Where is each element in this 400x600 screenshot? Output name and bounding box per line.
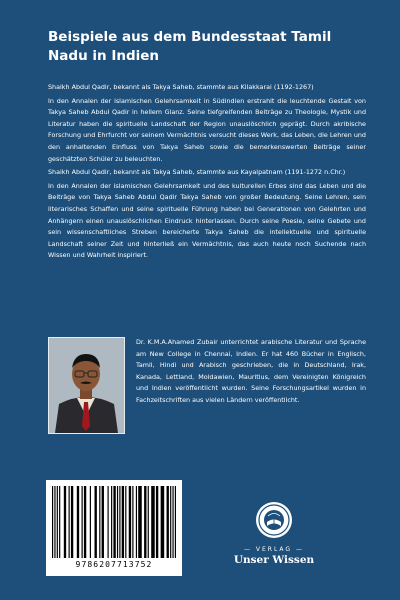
barcode-bar: [136, 486, 137, 558]
verlag-text: VERLAG: [255, 546, 293, 553]
globe-book-seal-icon: [254, 500, 294, 540]
barcode-bar: [102, 486, 104, 558]
barcode-bar: [167, 486, 169, 558]
barcode-bar: [175, 486, 176, 558]
barcode-bar: [84, 486, 86, 558]
paragraph-subject-2: Shaikh Abdul Qadir, bekannt als Takya Saheb, stammte aus Kayalpatnam (1191-1272 n.Chr.): [48, 168, 346, 177]
barcode-bar: [99, 486, 100, 558]
barcode-bar: [144, 486, 146, 558]
verlag-dash-left: —: [243, 546, 256, 553]
isbn-number: 9786207713752: [75, 560, 153, 569]
barcode-bar: [148, 486, 149, 558]
book-title: Beispiele aus dem Bundesstaat Tamil Nadu in Indien: [48, 29, 332, 64]
barcode-bar: [117, 486, 118, 558]
back-cover-description: [48, 82, 366, 264]
paragraph-subject-1: Shaikh Abdul Qadir, bekannt als Takya Saheb, stammte aus Kilakkarai (1192-1267): [48, 83, 314, 91]
barcode-bar: [138, 486, 142, 558]
barcode-bar: [54, 486, 55, 558]
barcode-bar: [59, 486, 60, 558]
barcode-bar: [172, 486, 173, 558]
barcode-bar: [151, 486, 155, 558]
barcode-bar: [108, 486, 109, 558]
barcode-bar: [52, 486, 53, 558]
barcode-bar: [90, 486, 91, 558]
barcode-bar: [132, 486, 133, 558]
barcode-bar: [125, 486, 126, 558]
barcode-bar: [57, 486, 58, 558]
author-portrait: [49, 338, 124, 433]
paragraph-body-1: In den Annalen der islamischen Gelehrsamkeit in Südindien erstrahlt die leuchtende Gestalt von Takya Saheb Abdul Qadir in hellem Glanz. Seine tiefgreifenden Beiträge zu Theologie, Mystik und Literatur haben die spirituelle Landschaft der Region unauslöschlich geprägt. Durch akribische Forschung und Ehrfurcht vor seinem Vermächtnis versucht dieses Werk, das Leben, die Lehren und den anhaltenden Einfluss von Takya Saheb sowie die bemerkenswerten Beiträge seiner geschätzten Schüler zu beleuchten.: [48, 96, 366, 163]
barcode-bar: [69, 486, 70, 558]
barcode-bar: [111, 486, 112, 558]
barcode-bar: [156, 486, 158, 558]
barcode-bar: [129, 486, 131, 558]
barcode-bars: [52, 486, 176, 558]
isbn-barcode: [46, 480, 182, 576]
barcode-bar: [95, 486, 97, 558]
publisher-block: [226, 500, 322, 566]
barcode-bar: [161, 486, 165, 558]
verlag-dash-right: —: [292, 546, 305, 553]
barcode-bar: [77, 486, 79, 558]
barcode-bar: [170, 486, 171, 558]
barcode-bar: [64, 486, 66, 558]
barcode-bar: [113, 486, 115, 558]
barcode-bar: [122, 486, 124, 558]
barcode-bar: [119, 486, 120, 558]
barcode-bar: [82, 486, 83, 558]
publisher-name: Unser Wissen: [233, 554, 315, 566]
publisher-verlag-label: [226, 546, 322, 553]
paragraph-body-2: In den Annalen der islamischen Gelehrsamkeit und des kulturellen Erbes sind das Leben und die Beiträge von Takya Saheb Abdul Qadir Takya Saheb von großer Bedeutung. Seine Lehren, sein literarisches Schaffen und seine spirituelle Führung haben bei Generationen von Gelehrten und Anhängern einen unauslöschlichen Eindruck hinterlassen. Durch seine Poesie, seine Gebete und sein wissenschaftliches Streben bereicherte Takya Saheb die intellektuelle und spirituelle Landschaft seiner Zeit und hinterließ ein Vermächtnis, das auch heute noch Suchende nach Wissen und Wahrheit inspiriert.: [48, 181, 366, 260]
barcode-bar: [71, 486, 73, 558]
author-bio: Dr. K.M.A.Ahamed Zubair unterrichtet arabische Literatur und Sprache am New College in Chennai, Indien. Er hat 460 Bücher in Englisch, Tamil, Hindi und Arabisch geschrieben, die in Deutschland, Irak, Kanada, Lettland, Moldawien, Mauritius, dem Vereinigten Königreich und Indien veröffentlicht wurden. Seine Forschungsartikel wurden in Fachzeitschriften aus vielen Ländern veröffentlicht.: [136, 338, 366, 404]
author-photo: [48, 337, 125, 434]
